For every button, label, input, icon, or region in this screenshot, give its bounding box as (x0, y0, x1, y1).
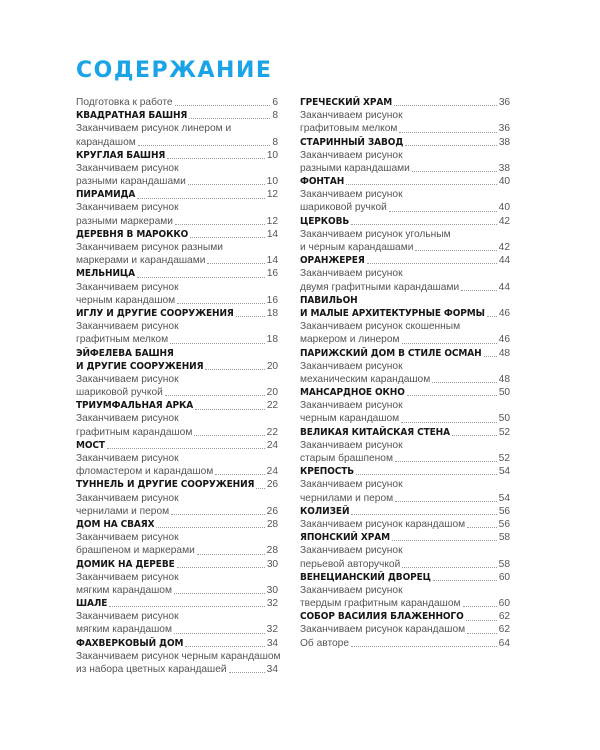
toc-entry-line (300, 492, 510, 505)
toc-entry-text: Заканчиваем рисунок (76, 413, 179, 425)
toc-entry-line (300, 188, 510, 201)
toc-entry-text: маркерами и карандашами (76, 255, 206, 267)
dot-leader (432, 382, 496, 383)
page-number: 42 (498, 215, 510, 227)
toc-entry-text: Заканчиваем рисунок (76, 373, 179, 385)
toc-entry-line (76, 531, 278, 544)
dot-leader (188, 184, 265, 185)
page-number: 34 (266, 664, 278, 676)
page-number: 10 (266, 149, 278, 161)
toc-entry-text: Заканчиваем рисунок (300, 360, 403, 372)
toc-chapter-title (76, 518, 278, 531)
toc-entry-text: Заканчиваем рисунок (76, 321, 179, 333)
dot-leader (174, 633, 265, 634)
toc-entry-line (300, 267, 510, 280)
toc-entry-text: Об авторе (300, 637, 349, 649)
toc-entry-line (76, 96, 278, 109)
page-number: 16 (266, 294, 278, 306)
toc-entry-line (300, 452, 510, 465)
toc-chapter-title (76, 347, 278, 360)
dot-leader (229, 672, 265, 673)
toc-entry-line (300, 637, 510, 650)
toc-chapter-title (300, 386, 510, 399)
toc-entry-line (76, 465, 278, 478)
toc-entry-line (76, 281, 278, 294)
page-number: 44 (498, 281, 510, 293)
toc-entry-text: карандашом (76, 136, 136, 148)
dot-leader (463, 606, 497, 607)
page-number: 32 (266, 624, 278, 636)
toc-entry-text: КРЕПОСТЬ (300, 466, 355, 478)
page-number: 30 (266, 558, 278, 570)
toc-chapter-title (76, 439, 278, 452)
dot-leader (207, 263, 264, 264)
dot-leader (165, 395, 265, 396)
toc-chapter-title (300, 571, 510, 584)
page-number: 34 (266, 637, 278, 649)
page-number: 20 (266, 360, 278, 372)
page-number: 40 (498, 176, 510, 188)
toc-entry-text: ИГЛУ И ДРУГИЕ СООРУЖЕНИЯ (76, 307, 234, 319)
toc-entry-line (300, 478, 510, 491)
toc-entry-line (76, 505, 278, 518)
page-number: 42 (498, 242, 510, 254)
toc-entry-line (300, 281, 510, 294)
toc-right-column (300, 96, 510, 650)
page-number: 58 (498, 558, 510, 570)
toc-entry-line (300, 109, 510, 122)
toc-entry-text: брашпеном и маркерами (76, 545, 195, 557)
toc-entry-text: ПИРАМИДА (76, 189, 136, 201)
toc-entry-line (300, 439, 510, 452)
dot-leader (351, 224, 497, 225)
toc-chapter-title (76, 149, 278, 162)
dot-leader (189, 118, 270, 119)
page-number: 56 (498, 518, 510, 530)
toc-entry-text: Заканчиваем рисунок (300, 545, 403, 557)
toc-entry-text: МОСТ (76, 439, 105, 451)
dot-leader (137, 198, 265, 199)
toc-entry-text: Заканчиваем рисунок (300, 149, 403, 161)
toc-chapter-title (76, 360, 278, 373)
toc-entry-text: ТРИУМФАЛЬНАЯ АРКА (76, 400, 194, 412)
toc-entry-line (76, 254, 278, 267)
dot-leader (190, 237, 265, 238)
page-number: 6 (272, 96, 278, 108)
page-number: 8 (272, 110, 278, 122)
toc-entry-text: ДЕРЕВНЯ В МАРОККО (76, 228, 189, 240)
toc-entry-text: фломастером и карандашом (76, 466, 214, 478)
toc-entry-line (76, 663, 278, 676)
dot-leader (138, 145, 271, 146)
toc-chapter-title (300, 465, 510, 478)
toc-entry-text: Заканчиваем рисунок (76, 453, 179, 465)
page-title: СОДЕРЖАНИЕ (76, 58, 273, 83)
dot-leader (107, 448, 265, 449)
dot-leader (197, 554, 265, 555)
page-number: 12 (266, 189, 278, 201)
toc-entry-text: Заканчиваем рисунок (300, 479, 403, 491)
dot-leader (171, 514, 265, 515)
toc-entry-text: графитным карандашом (76, 426, 193, 438)
toc-chapter-title (300, 215, 510, 228)
toc-entry-text: мягким карандашом (76, 624, 172, 636)
toc-entry-line (76, 426, 278, 439)
dot-leader (415, 250, 496, 251)
dot-leader (156, 527, 264, 528)
toc-entry-text: СТАРИННЫЙ ЗАВОД (300, 136, 404, 148)
page-number: 36 (498, 96, 510, 108)
dot-leader (175, 105, 271, 106)
dot-leader (407, 395, 497, 396)
dot-leader (170, 343, 265, 344)
toc-entry-text: И ДРУГИЕ СООРУЖЕНИЯ (76, 360, 204, 372)
toc-entry-line (76, 624, 278, 637)
dot-leader (167, 158, 265, 159)
toc-entry-text: Заканчиваем рисунок (76, 202, 179, 214)
dot-leader (177, 567, 265, 568)
toc-entry-line (300, 544, 510, 557)
toc-entry-line (300, 624, 510, 637)
toc-entry-text: мягким карандашом (76, 584, 172, 596)
toc-chapter-title (76, 188, 278, 201)
toc-entry-line (76, 294, 278, 307)
dot-leader (461, 290, 496, 291)
toc-entry-text: чернилами и пером (300, 492, 394, 504)
toc-entry-text: перьевой авторучкой (300, 558, 401, 570)
toc-entry-text: Заканчиваем рисунок (76, 162, 179, 174)
page-number: 26 (266, 505, 278, 517)
toc-entry-text: ДОМ НА СВАЯХ (76, 518, 155, 530)
dot-leader (236, 316, 265, 317)
toc-entry-text: Заканчиваем рисунок (300, 268, 403, 280)
toc-entry-text: разными карандашами (300, 162, 410, 174)
dot-leader (356, 474, 497, 475)
dot-leader (185, 646, 264, 647)
toc-chapter-title (76, 597, 278, 610)
toc-chapter-title (76, 228, 278, 241)
dot-leader (487, 316, 497, 317)
toc-entry-line (76, 162, 278, 175)
toc-entry-text: Заканчиваем рисунок черным карандашом (76, 650, 281, 662)
toc-entry-text: графитным мелком (76, 334, 169, 346)
toc-entry-text: ДОМИК НА ДЕРЕВЕ (76, 558, 175, 570)
toc-entry-line (76, 650, 281, 663)
page-number: 58 (498, 532, 510, 544)
toc-chapter-title (76, 637, 278, 650)
toc-entry-text: МЕЛЬНИЦА (76, 268, 135, 280)
page-number: 60 (498, 598, 510, 610)
dot-leader (256, 488, 265, 489)
toc-entry-line (76, 333, 278, 346)
toc-entry-text: двумя графитными карандашами (300, 281, 460, 293)
dot-leader (467, 633, 497, 634)
page-number: 24 (266, 466, 278, 478)
page-number: 22 (266, 426, 278, 438)
dot-leader (367, 263, 497, 264)
dot-leader (215, 474, 264, 475)
dot-leader (401, 422, 496, 423)
dot-leader (175, 224, 265, 225)
toc-entry-line (76, 202, 278, 215)
dot-leader (402, 343, 497, 344)
toc-entry-text: Подготовка к работе (76, 96, 173, 108)
toc-chapter-title (300, 254, 510, 267)
toc-entry-line (76, 610, 278, 623)
page-number: 60 (498, 571, 510, 583)
toc-entry-line (300, 413, 510, 426)
toc-entry-text: графитовым мелком (300, 123, 398, 135)
toc-entry-line (76, 386, 278, 399)
toc-chapter-title (300, 531, 510, 544)
toc-chapter-title (76, 558, 278, 571)
dot-leader (433, 580, 497, 581)
toc-entry-line (300, 373, 510, 386)
toc-entry-line (76, 413, 278, 426)
toc-entry-text: Заканчиваем рисунок скошенным (300, 321, 461, 333)
page-number: 28 (266, 545, 278, 557)
toc-entry-line (76, 320, 278, 333)
toc-entry-text: ГРЕЧЕСКИЙ ХРАМ (300, 96, 393, 108)
toc-entry-line (300, 162, 510, 175)
toc-chapter-title (76, 109, 278, 122)
toc-entry-line (76, 571, 278, 584)
toc-entry-line (76, 175, 278, 188)
toc-entry-text: ЦЕРКОВЬ (300, 215, 350, 227)
page-number: 26 (266, 479, 278, 491)
page-number: 28 (266, 518, 278, 530)
toc-entry-line (76, 241, 278, 254)
page-number: 48 (498, 347, 510, 359)
toc-entry-line (300, 228, 510, 241)
toc-entry-line (300, 558, 510, 571)
toc-entry-text: маркером и линером (300, 334, 400, 346)
toc-entry-text: черным карандашом (300, 413, 400, 425)
toc-entry-text: ВЕНЕЦИАНСКИЙ ДВОРЕЦ (300, 571, 431, 583)
page-number: 38 (498, 162, 510, 174)
toc-entry-text: Заканчиваем рисунок (76, 281, 179, 293)
toc-entry-line (76, 136, 278, 149)
toc-entry-text: Заканчиваем рисунок разными (76, 242, 223, 254)
dot-leader (137, 277, 265, 278)
toc-entry-text: твердым графитным карандашом (300, 598, 461, 610)
toc-entry-line (300, 320, 510, 333)
toc-chapter-title (300, 307, 510, 320)
toc-entry-text: И МАЛЫЕ АРХИТЕКТУРНЫЕ ФОРМЫ (300, 307, 485, 319)
toc-entry-line (300, 399, 510, 412)
page-number: 50 (498, 387, 510, 399)
toc-entry-text: шариковой ручкой (76, 387, 163, 399)
page-number: 46 (498, 334, 510, 346)
dot-leader (412, 171, 497, 172)
toc-entry-text: из набора цветных карандашей (76, 664, 227, 676)
dot-leader (351, 646, 497, 647)
toc-chapter-title (76, 307, 278, 320)
toc-entry-text: старым брашпеном (300, 453, 393, 465)
toc-entry-text: и черным карандашами (300, 242, 414, 254)
page-number: 8 (272, 136, 278, 148)
page-number: 44 (498, 255, 510, 267)
dot-leader (109, 606, 265, 607)
toc-entry-text: ШАЛЕ (76, 598, 108, 610)
page-number: 52 (498, 426, 510, 438)
toc-entry-text: Заканчиваем рисунок (76, 611, 179, 623)
page-number: 52 (498, 453, 510, 465)
page-number: 18 (266, 307, 278, 319)
toc-entry-text: механическим карандашом (300, 373, 431, 385)
page-number: 62 (498, 624, 510, 636)
dot-leader (195, 409, 265, 410)
toc-chapter-title (300, 294, 510, 307)
toc-chapter-title (76, 399, 278, 412)
toc-entry-line (76, 492, 278, 505)
toc-entry-text: СОБОР ВАСИЛИЯ БЛАЖЕННОГО (300, 611, 464, 623)
toc-entry-text: ОРАНЖЕРЕЯ (300, 255, 365, 267)
toc-entry-text: разными маркерами (76, 215, 173, 227)
toc-entry-line (76, 215, 278, 228)
page-number: 62 (498, 611, 510, 623)
page-number: 46 (498, 307, 510, 319)
page-number: 14 (266, 255, 278, 267)
toc-entry-text: КОЛИЗЕЙ (300, 505, 350, 517)
toc-entry-text: Заканчиваем рисунок карандашом (300, 624, 466, 636)
dot-leader (452, 435, 497, 436)
dot-leader (351, 514, 496, 515)
toc-entry-line (300, 149, 510, 162)
toc-chapter-title (300, 426, 510, 439)
page-number: 50 (498, 413, 510, 425)
page-number: 36 (498, 123, 510, 135)
toc-entry-text: черным карандашом (76, 294, 176, 306)
toc-chapter-title (300, 96, 510, 109)
toc-entry-line (76, 544, 278, 557)
toc-entry-text: ФОНТАН (300, 176, 345, 188)
toc-entry-text: ФАХВЕРКОВЫЙ ДОМ (76, 637, 184, 649)
page-number: 32 (266, 598, 278, 610)
page-number: 10 (266, 176, 278, 188)
toc-entry-text: ПАРИЖСКИЙ ДОМ В СТИЛЕ ОСМАН (300, 347, 482, 359)
toc-entry-text: ВЕЛИКАЯ КИТАЙСКАЯ СТЕНА (300, 426, 450, 438)
toc-entry-line (76, 584, 278, 597)
toc-entry-line (300, 360, 510, 373)
toc-entry-text: Заканчиваем рисунок угольным (300, 228, 451, 240)
toc-left-column (76, 96, 281, 676)
toc-entry-text: КРУГЛАЯ БАШНЯ (76, 149, 166, 161)
toc-entry-text: чернилами и пером (76, 505, 170, 517)
dot-leader (392, 540, 497, 541)
page-number: 14 (266, 228, 278, 240)
page-number: 40 (498, 202, 510, 214)
toc-entry-line (300, 584, 510, 597)
page-number: 48 (498, 373, 510, 385)
toc-entry-text: Заканчиваем рисунок линером и (76, 123, 232, 135)
page-number: 54 (498, 492, 510, 504)
dot-leader (395, 501, 497, 502)
dot-leader (395, 461, 497, 462)
dot-leader (177, 303, 264, 304)
page-number: 18 (266, 334, 278, 346)
toc-entry-text: ТУННЕЛЬ И ДРУГИЕ СООРУЖЕНИЯ (76, 479, 255, 491)
page-number: 54 (498, 466, 510, 478)
toc-entry-line (76, 373, 278, 386)
toc-entry-text: Заканчиваем рисунок карандашом (300, 518, 466, 530)
dot-leader (399, 132, 496, 133)
toc-entry-text: Заканчиваем рисунок (76, 532, 179, 544)
toc-entry-line (300, 333, 510, 346)
dot-leader (205, 369, 264, 370)
toc-entry-line (76, 122, 278, 135)
dot-leader (466, 620, 497, 621)
page-number: 24 (266, 439, 278, 451)
toc-entry-text: Заканчиваем рисунок (300, 400, 403, 412)
toc-entry-text: Заканчиваем рисунок (300, 110, 403, 122)
toc-entry-text: шариковой ручкой (300, 202, 387, 214)
dot-leader (405, 145, 497, 146)
toc-entry-line (300, 518, 510, 531)
toc-chapter-title (300, 136, 510, 149)
page-number: 16 (266, 268, 278, 280)
page-number: 20 (266, 387, 278, 399)
toc-entry-line (76, 452, 278, 465)
toc-entry-text: Заканчиваем рисунок (300, 584, 403, 596)
toc-entry-text: Заканчиваем рисунок (76, 492, 179, 504)
toc-entry-text: ЭЙФЕЛЕВА БАШНЯ (76, 347, 174, 359)
dot-leader (467, 527, 497, 528)
dot-leader (194, 435, 264, 436)
toc-entry-line (300, 597, 510, 610)
dot-leader (394, 105, 497, 106)
toc-entry-text: Заканчиваем рисунок (300, 439, 403, 451)
page-number: 64 (498, 637, 510, 649)
page-number: 12 (266, 215, 278, 227)
toc-entry-line (300, 122, 510, 135)
dot-leader (389, 211, 497, 212)
toc-entry-line (300, 202, 510, 215)
toc-chapter-title (300, 610, 510, 623)
toc-entry-text: МАНСАРДНОЕ ОКНО (300, 387, 405, 399)
toc-entry-text: ПАВИЛЬОН (300, 294, 358, 306)
toc-entry-text: разными карандашами (76, 176, 186, 188)
toc-chapter-title (76, 267, 278, 280)
toc-entry-text: Заканчиваем рисунок (76, 571, 179, 583)
toc-entry-line (300, 241, 510, 254)
toc-chapter-title (300, 347, 510, 360)
page-number: 30 (266, 584, 278, 596)
page-number: 38 (498, 136, 510, 148)
dot-leader (174, 593, 265, 594)
dot-leader (346, 184, 497, 185)
toc-chapter-title (300, 505, 510, 518)
page-number: 56 (498, 505, 510, 517)
toc-entry-text: Заканчиваем рисунок (300, 189, 403, 201)
page-number: 22 (266, 400, 278, 412)
toc-entry-text: ЯПОНСКИЙ ХРАМ (300, 532, 390, 544)
toc-chapter-title (76, 478, 278, 491)
toc-chapter-title (300, 175, 510, 188)
dot-leader (402, 567, 496, 568)
dot-leader (484, 356, 497, 357)
toc-entry-text: КВАДРАТНАЯ БАШНЯ (76, 110, 188, 122)
